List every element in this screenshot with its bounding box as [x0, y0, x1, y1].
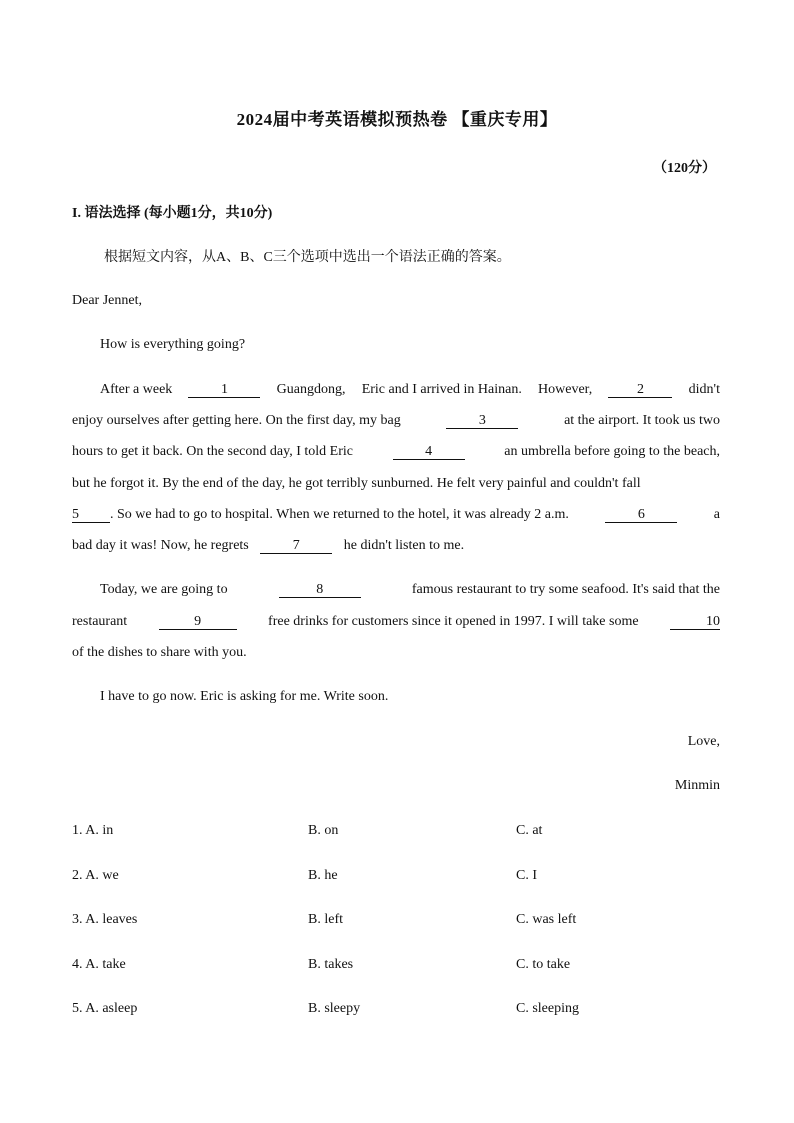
text-segment: . So we had to go to hospital. When we returned to the hotel, it was already 2 a.m. — [110, 507, 569, 522]
question-4-option-b: B. takes — [308, 957, 354, 972]
letter-closing: Love, — [687, 734, 720, 749]
paragraph-1-line-6 — [72, 538, 464, 554]
question-5-option-a: 5. A. asleep — [72, 1001, 138, 1016]
text-segment: Today, we are going to — [100, 582, 228, 597]
text-segment: However, — [538, 382, 593, 397]
paragraph-2-line-3: of the dishes to share with you. — [72, 645, 247, 660]
text-segment: he didn't listen to me. — [343, 538, 465, 553]
paragraph-1-line-1 — [100, 382, 720, 398]
text-segment: bad day it was! Now, he regrets — [72, 538, 249, 553]
text-segment: Guangdong, — [276, 382, 346, 397]
question-3-option-b: B. left — [308, 912, 343, 927]
blank-5: 5 — [72, 507, 110, 523]
paragraph-2-line-1 — [100, 582, 720, 598]
text-segment: enjoy ourselves after getting here. On the first day, my bag — [72, 413, 401, 428]
total-score: （120分） — [653, 161, 716, 176]
blank-1: 1 — [188, 382, 260, 398]
question-2-option-a: 2. A. we — [72, 868, 119, 883]
text-segment: restaurant — [72, 614, 128, 629]
question-1-option-c: C. at — [516, 823, 543, 838]
text-segment: free drinks for customers since it opened in 1997. I will take some — [268, 614, 639, 629]
paragraph-3: I have to go now. Eric is asking for me. Write soon. — [100, 689, 389, 704]
paragraph-1-line-3 — [72, 444, 720, 460]
question-5-option-b: B. sleepy — [308, 1001, 361, 1016]
blank-10: 10 — [670, 614, 720, 630]
blank-5-group — [72, 507, 569, 523]
blank-6: 6 — [605, 507, 677, 523]
question-2-option-b: B. he — [308, 868, 338, 883]
section-heading: I. 语法选择 (每小题1分，共10分) — [72, 206, 273, 221]
question-1-option-b: B. on — [308, 823, 339, 838]
section-instruction: 根据短文内容，从A、B、C三个选项中选出一个语法正确的答案。 — [104, 250, 511, 265]
question-3-option-a: 3. A. leaves — [72, 912, 138, 927]
question-1-option-a: 1. A. in — [72, 823, 114, 838]
blank-9: 9 — [159, 614, 237, 630]
text-segment: famous restaurant to try some seafood. It's said that the — [411, 582, 720, 597]
blank-7: 7 — [260, 538, 332, 554]
question-4-option-a: 4. A. take — [72, 957, 126, 972]
text-segment: didn't — [688, 382, 720, 397]
paragraph-1-line-5 — [72, 507, 720, 523]
page-title: 2024届中考英语模拟预热卷 【重庆专用】 — [236, 110, 558, 129]
text-segment: hours to get it back. On the second day, I told Eric — [72, 444, 353, 459]
letter-salutation: Dear Jennet, — [72, 293, 142, 308]
text-segment: Eric and I arrived in Hainan. — [361, 382, 522, 397]
paragraph-1-line-2 — [72, 413, 720, 429]
paragraph-2-line-2 — [72, 614, 720, 630]
text-segment: After a week — [100, 382, 173, 397]
blank-8: 8 — [279, 582, 361, 598]
blank-4: 4 — [393, 444, 465, 460]
letter-opening: How is everything going? — [100, 337, 246, 352]
text-segment: but he forgot it. By the end of the day, he got terribly sunburned. He felt very painful and couldn't fall — [72, 476, 641, 491]
blank-2: 2 — [608, 382, 672, 398]
text-segment: an umbrella before going to the beach, — [504, 444, 720, 459]
text-segment: at the airport. It took us two — [564, 413, 720, 428]
question-2-option-c: C. I — [516, 868, 537, 883]
blank-3: 3 — [446, 413, 518, 429]
text-segment: a — [713, 507, 720, 522]
letter-signature: Minmin — [674, 778, 720, 793]
question-4-option-c: C. to take — [516, 957, 571, 972]
question-5-option-c: C. sleeping — [516, 1001, 579, 1016]
question-3-option-c: C. was left — [516, 912, 577, 927]
paragraph-1-line-4 — [72, 476, 720, 492]
